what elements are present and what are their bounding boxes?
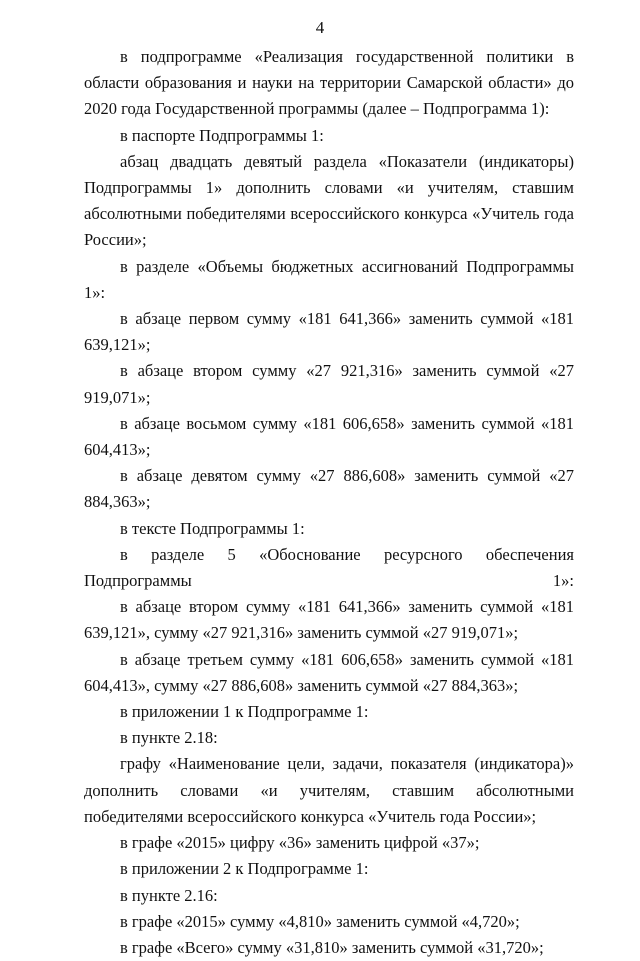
paragraph: в абзаце девятом сумму «27 886,608» заменить суммой «27 884,363»; [84, 466, 574, 512]
paragraph: графу «Наименование цели, задачи, показателя (индикатора)» дополнить словами «и учителям, ставшим абсолютными победителями всероссийского конкурса «Учитель года России»; [84, 754, 574, 826]
paragraph: абзац двадцать девятый раздела «Показатели (индикаторы) Подпрограммы 1» дополнить словами «и учителям, ставшим абсолютными победителями всероссийского конкурса «Учитель года России»; [84, 151, 574, 250]
paragraph: в графе «Всего» сумму «31,810» заменить суммой «31,720»; [120, 937, 544, 957]
paragraph: в абзаце втором сумму «181 641,366» заменить суммой «181 639,121», сумму «27 921,316» заменить суммой «27 919,071»; [84, 597, 574, 643]
paragraph: в разделе «Объемы бюджетных ассигнований Подпрограммы 1»: [84, 256, 574, 302]
paragraph: в приложении 2 к Подпрограмме 1: [120, 859, 369, 879]
document-body [84, 44, 574, 961]
paragraph: в графе «2015» цифру «36» заменить цифрой «37»; [120, 833, 480, 853]
paragraph: в абзаце втором сумму «27 921,316» заменить суммой «27 919,071»; [84, 361, 574, 407]
paragraph: в абзаце третьем сумму «181 606,658» заменить суммой «181 604,413», сумму «27 886,608» заменить суммой «27 884,363»; [84, 649, 574, 695]
paragraph: в тексте Подпрограммы 1: [120, 518, 305, 538]
paragraph: в графе «2015» сумму «4,810» заменить суммой «4,720»; [120, 911, 520, 931]
paragraph: в пункте 2.16: [120, 885, 218, 905]
paragraph: в абзаце восьмом сумму «181 606,658» заменить суммой «181 604,413»; [84, 413, 574, 460]
paragraph: в приложении 1 к Подпрограмме 1: [120, 702, 369, 722]
page-number: 4 [315, 18, 325, 37]
paragraph: в разделе 5 «Обоснование ресурсного обеспечения Подпрограммы 1»: [84, 544, 574, 591]
paragraph: в паспорте Подпрограммы 1: [120, 125, 324, 145]
paragraph: в абзаце первом сумму «181 641,366» заменить суммой «181 639,121»; [84, 309, 574, 355]
paragraph: в пункте 2.18: [120, 728, 218, 748]
paragraph: в подпрограмме «Реализация государственной политики в области образования и науки на территории Самарской области» до 2020 года Государственной программы (далее – Подпрограмма 1): [84, 47, 574, 119]
